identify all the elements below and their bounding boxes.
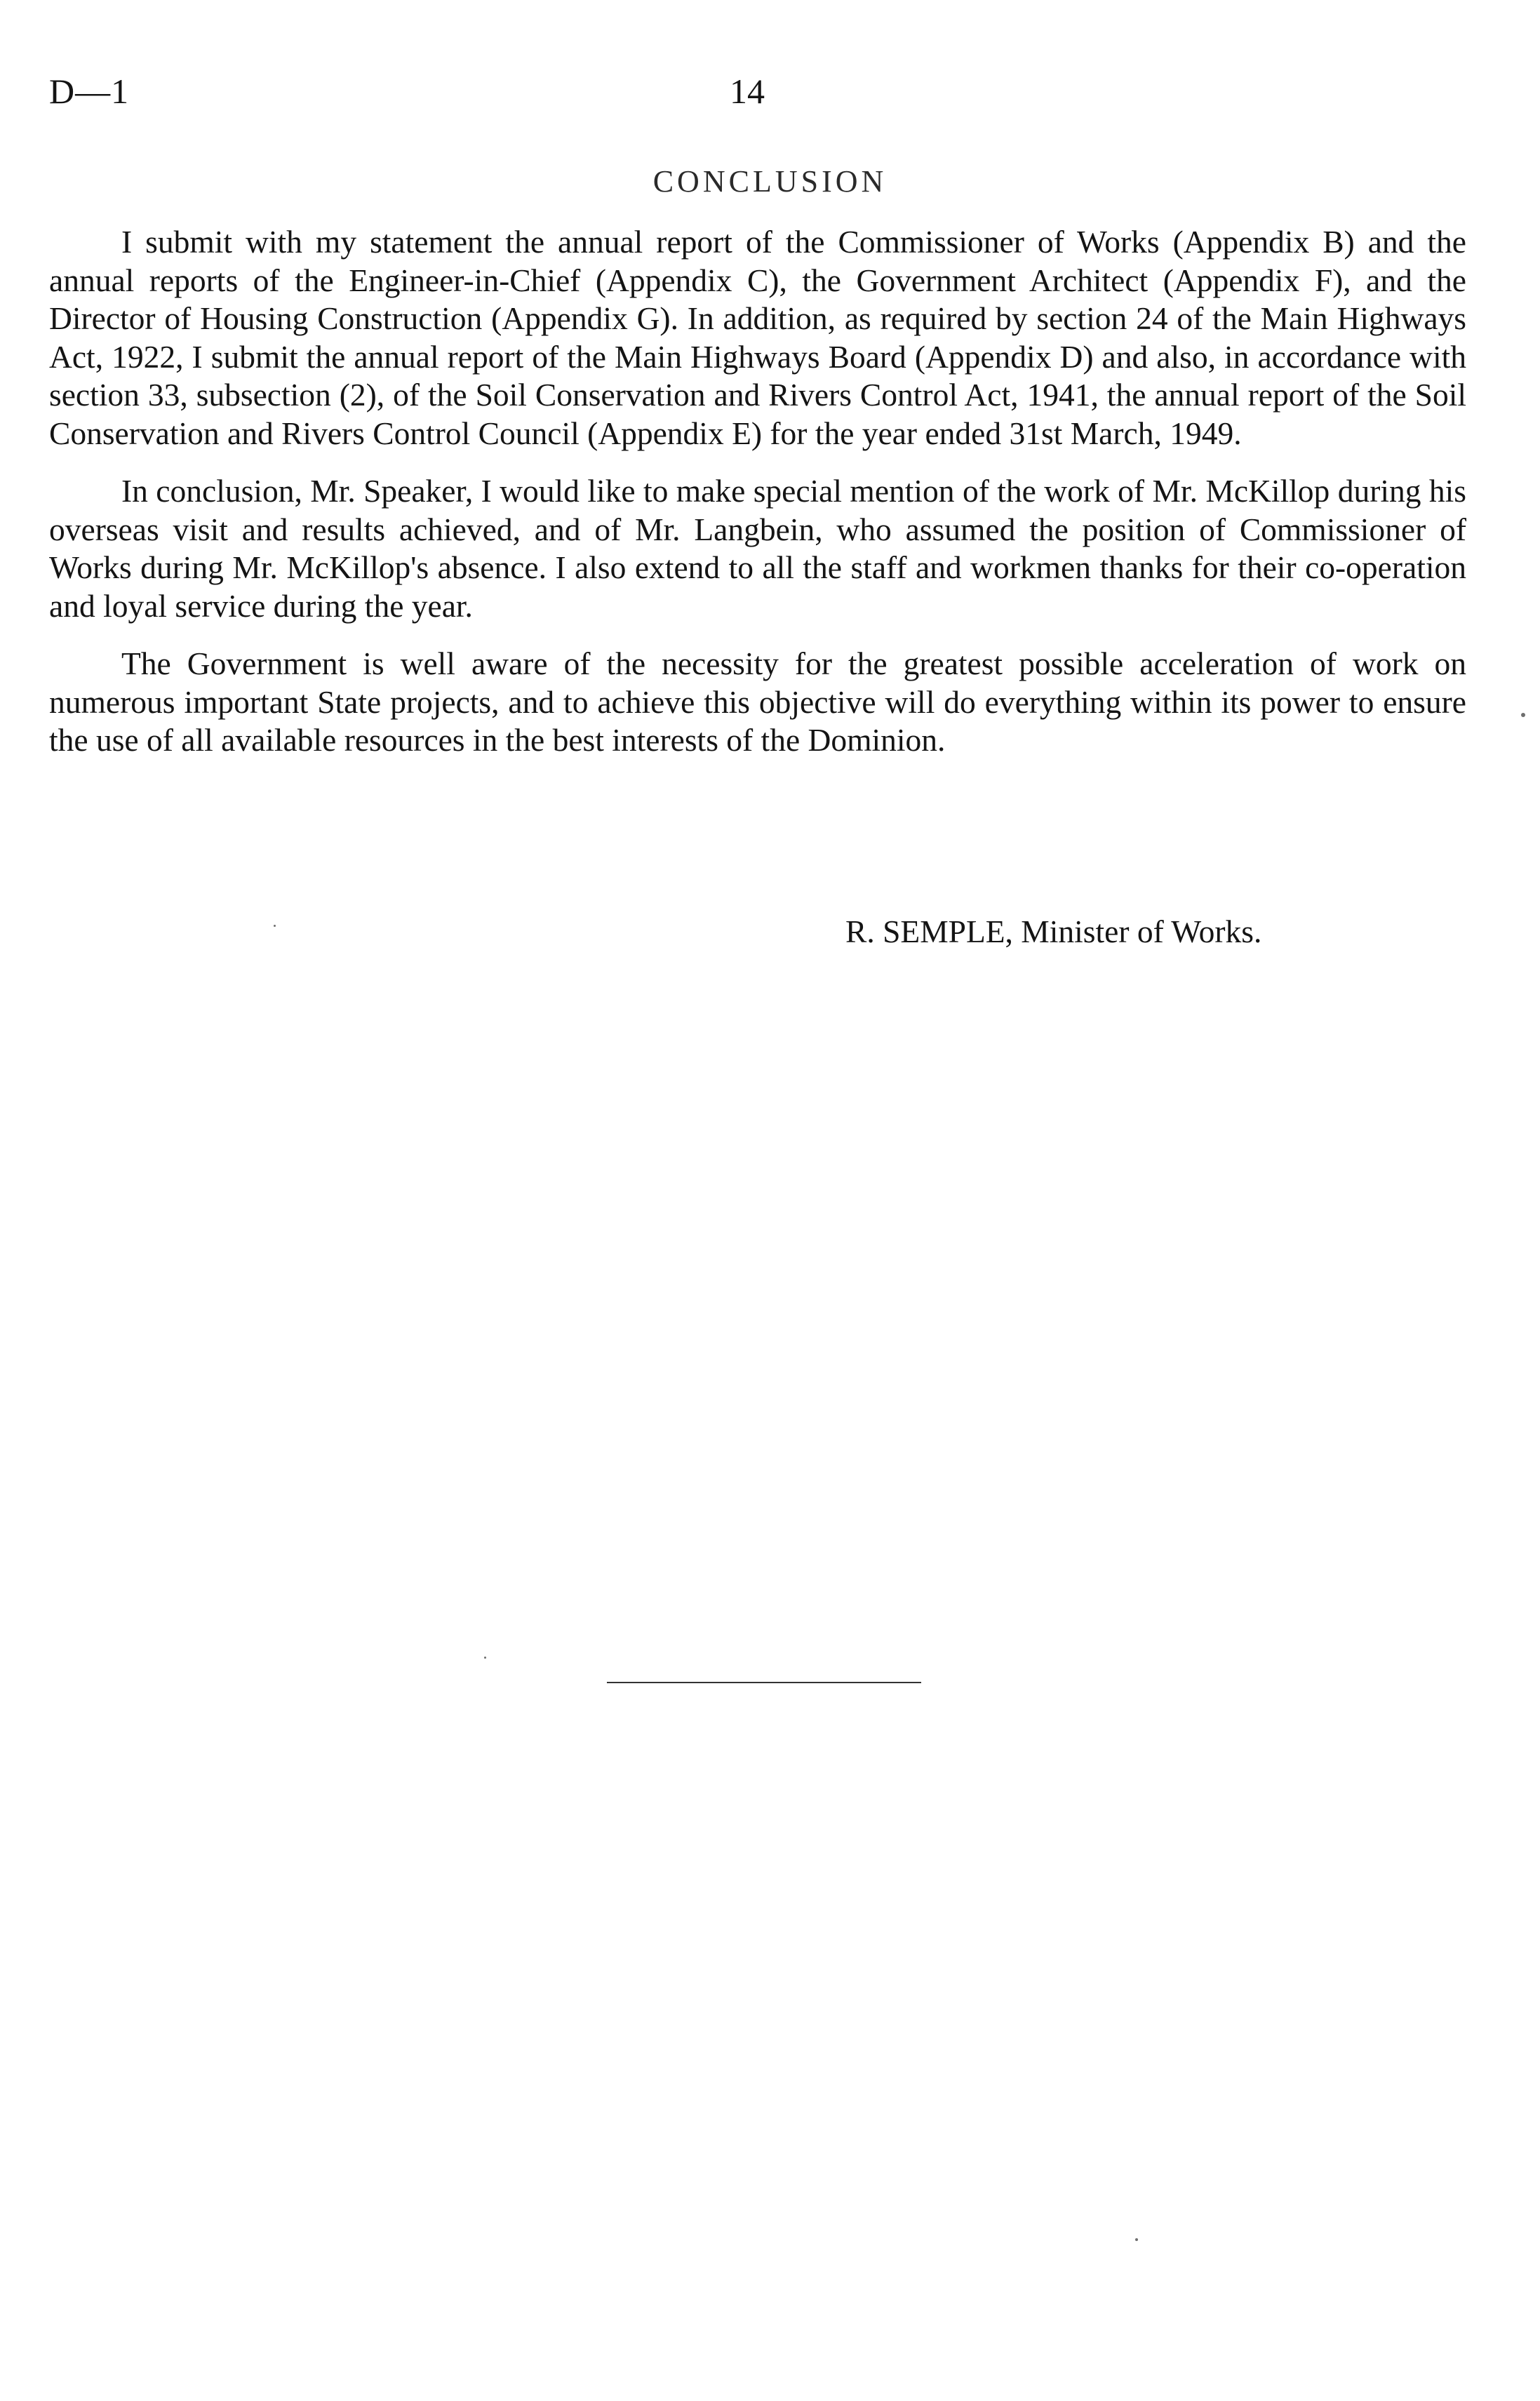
paragraph-acknowledgements: In conclusion, Mr. Speaker, I would like to make special mention of the work of Mr. McKillop during his overseas visit and results achieved, and of Mr. Langbein, who assumed the position of Commissioner of Works during Mr. McKillop's absence. I also extend to all the staff and workmen thanks for their co-operation and loyal service during the year. [49,473,1466,624]
scan-speck [274,925,276,927]
signature-line: R. SEMPLE, Minister of Works. [845,914,1262,949]
section-heading: CONCLUSION [652,164,888,199]
page-number: 14 [730,72,765,111]
closing-rule [607,1682,921,1683]
scan-speck [1521,713,1525,717]
scan-speck [484,1657,486,1659]
body-text [49,223,1466,780]
scan-speck [1135,2238,1138,2241]
document-reference: D—1 [49,72,130,111]
paragraph-government-intent: The Government is well aware of the necessity for the greatest possible acceleration of work on numerous important State projects, and to achieve this objective will do everything within its power to ensure the use of all available resources in the best interests of the Dominion. [49,646,1466,758]
paragraph-appendices: I submit with my statement the annual report of the Commissioner of Works (Appendix B) and the annual reports of the Engineer-in-Chief (Appendix C), the Government Architect (Appendix F), and the Director of Housing Construction (Appendix G). In addition, as required by section 24 of the Main Highways Act, 1922, I submit the annual report of the Main Highways Board (Appendix D) and also, in accordance with section 33, subsection (2), of the Soil Conservation and Rivers Control Act, 1941, the annual report of the Soil Conservation and Rivers Control Council (Appendix E) for the year ended 31st March, 1949. [49,224,1466,451]
